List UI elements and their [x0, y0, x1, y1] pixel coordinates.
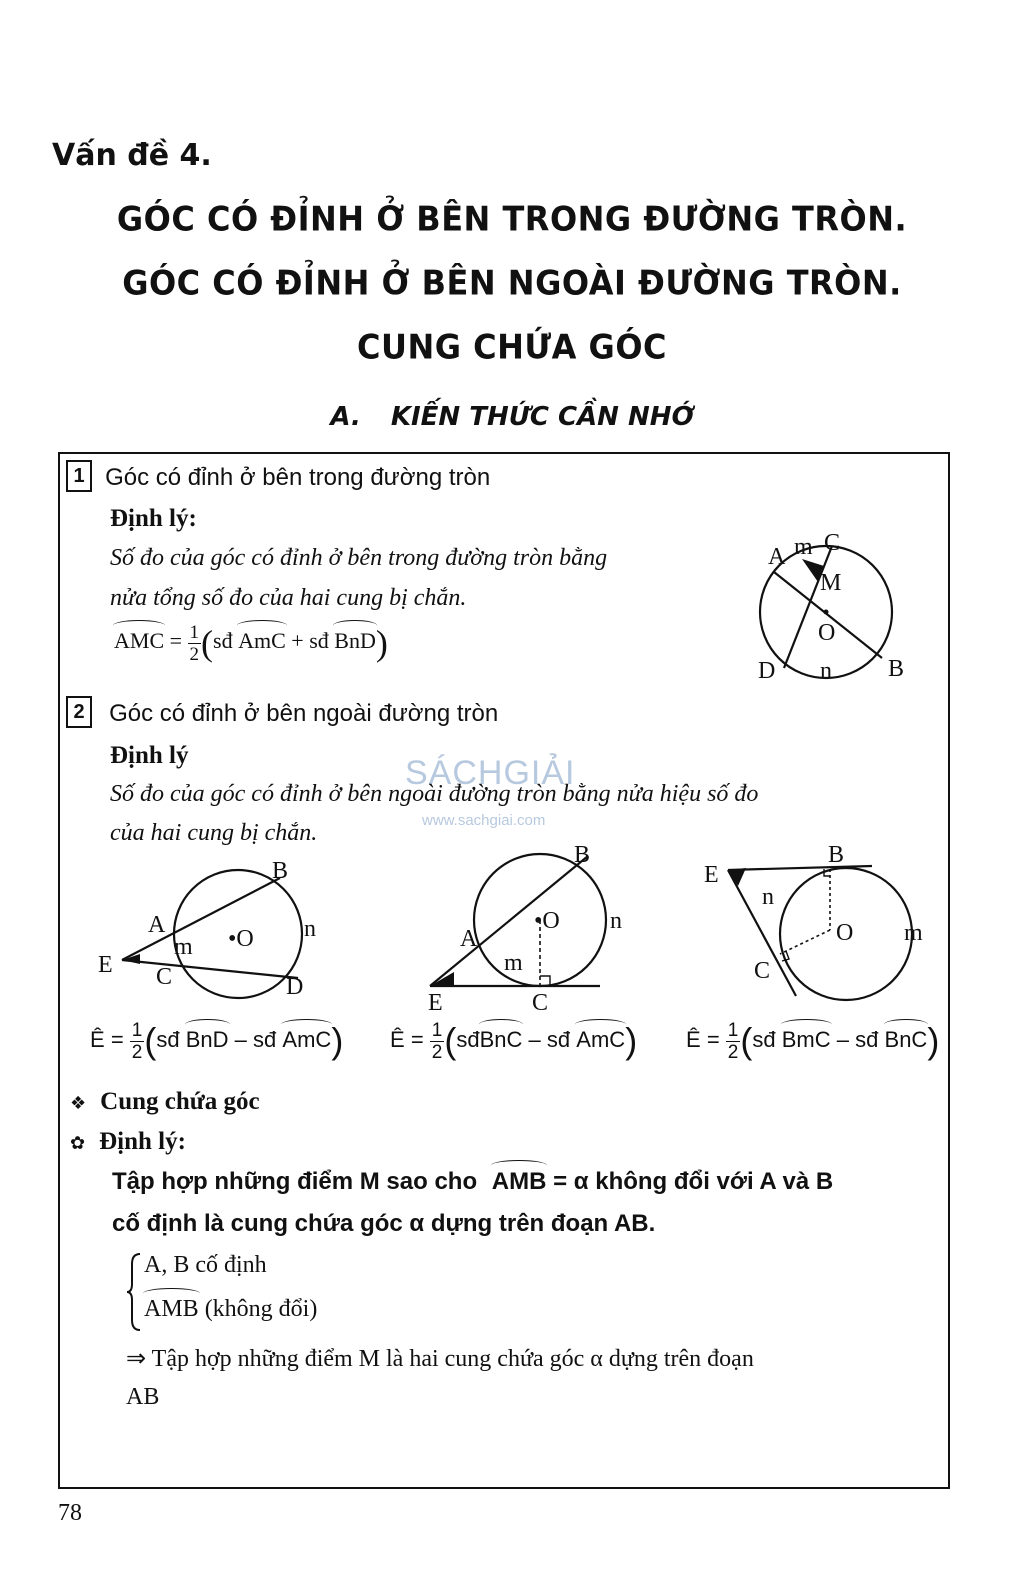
label-O: O [836, 920, 854, 946]
fraction: $\frac{1}{2}$ [189, 621, 200, 665]
label-C: C [754, 958, 771, 984]
label-n: n [304, 916, 316, 942]
label-O: •O [228, 926, 254, 952]
arc-label: AmC [238, 628, 286, 654]
sd-label: sđ [213, 628, 233, 654]
label-B: B [574, 842, 591, 868]
page-number: 78 [58, 1500, 82, 1526]
system-brace [126, 1252, 142, 1332]
label-n: n [610, 908, 622, 934]
theorem-text: của hai cung bị chắn. [110, 820, 318, 846]
label-n: n [762, 884, 774, 910]
label-O: O [818, 620, 836, 646]
figure-inner-angle [750, 528, 930, 688]
system-line-1: A, B cố định [144, 1252, 267, 1278]
item-2-heading [66, 696, 498, 728]
label-A: A [768, 544, 786, 570]
figure-outer-angle-two-tangents [700, 842, 940, 1002]
figure-outer-angle-secants [90, 856, 330, 1006]
item-1-heading [66, 460, 490, 492]
label-B: B [828, 842, 845, 868]
label-C: C [824, 530, 841, 556]
formula-secants: Ê = $\frac{1}{2}$ (sđ BnD – sđ AmC) [90, 1019, 344, 1063]
system-line-2: AMB (không đổi) [144, 1296, 318, 1322]
item-heading: Góc có đỉnh ở bên trong đường tròn [105, 463, 491, 491]
label-C: C [156, 964, 173, 990]
sd-label: sđ [309, 628, 329, 654]
conclusion-line-2: AB [126, 1384, 160, 1410]
label-C: C [532, 990, 549, 1012]
formula-inner-angle: AMC = $\frac{1}{2}$ (sđ AmC + sđ BnD) [114, 621, 388, 665]
watermark-logo: SÁCHGIẢI [405, 754, 576, 792]
label-O: •O [534, 908, 560, 934]
label-m: m [174, 934, 193, 960]
formula-plus: + [291, 628, 304, 654]
formula-two-tangents: Ê = $\frac{1}{2}$ (sđ BmC – sđ BnC) [686, 1019, 940, 1063]
flower-bullet-icon: ✿ [70, 1133, 86, 1154]
label-M: M [820, 570, 842, 596]
label-E: E [98, 952, 113, 978]
formula-tangent-secant: Ê = $\frac{1}{2}$ (sđBnC – sđ AmC) [390, 1019, 638, 1063]
theorem-label: Định lý [110, 742, 189, 769]
watermark-url: www.sachgiai.com [422, 812, 546, 829]
theorem-text: nửa tổng số đo của hai cung bị chắn. [110, 585, 467, 611]
theorem-text: cố định là cung chứa góc α dựng trên đoạn AB. [112, 1210, 656, 1237]
title-line-2: GÓC CÓ ĐỈNH Ở BÊN NGOÀI ĐƯỜNG TRÒN. [122, 263, 902, 303]
title-line-1: GÓC CÓ ĐỈNH Ở BÊN TRONG ĐƯỜNG TRÒN. [116, 199, 908, 239]
label-B: B [272, 858, 289, 884]
label-E: E [704, 862, 719, 888]
label-A: A [460, 926, 478, 952]
theorem-text: Số đo của góc có đỉnh ở bên ngoài đường tròn bằng nửa hiệu số đo [110, 781, 759, 807]
arc-label: BnD [334, 628, 376, 654]
label-E: E [428, 990, 443, 1012]
title-line-3: CUNG CHỨA GÓC [356, 327, 667, 367]
conclusion: ⇒ Tập hợp những điểm M là hai cung chứa góc α dựng trên đoạn [126, 1346, 754, 1372]
formula-lhs: AMC [114, 628, 165, 654]
part-title: KIẾN THỨC CẦN NHỚ [390, 402, 694, 432]
theorem-label: Định lý: [110, 505, 197, 532]
section-label: Vấn đề 4. [52, 138, 212, 173]
part-heading [0, 402, 1024, 432]
label-A: A [148, 912, 166, 938]
theorem-text: Số đo của góc có đỉnh ở bên trong đường tròn bằng [110, 545, 608, 571]
cung-chua-goc-heading: ❖ Cung chứa góc [70, 1088, 260, 1115]
formula-eq: = [169, 628, 183, 654]
label-D: D [286, 974, 304, 1000]
label-m: m [504, 950, 523, 976]
item-number: 2 [66, 696, 92, 728]
figure-outer-angle-tangent-secant [420, 842, 660, 1012]
label-B: B [888, 656, 905, 682]
bullet-icon: ❖ [70, 1093, 87, 1114]
label-m: m [794, 534, 813, 560]
part-letter: A. [330, 402, 361, 432]
theorem-text: Tập hợp những điểm M sao cho AMB = α không đổi với A và B [112, 1168, 834, 1195]
label-D: D [758, 658, 776, 684]
item-heading: Góc có đỉnh ở bên ngoài đường tròn [109, 699, 499, 727]
label-m: m [904, 920, 923, 946]
label-n: n [820, 658, 832, 684]
theorem-label: ✿ Định lý: [70, 1128, 186, 1155]
item-number: 1 [66, 460, 92, 492]
